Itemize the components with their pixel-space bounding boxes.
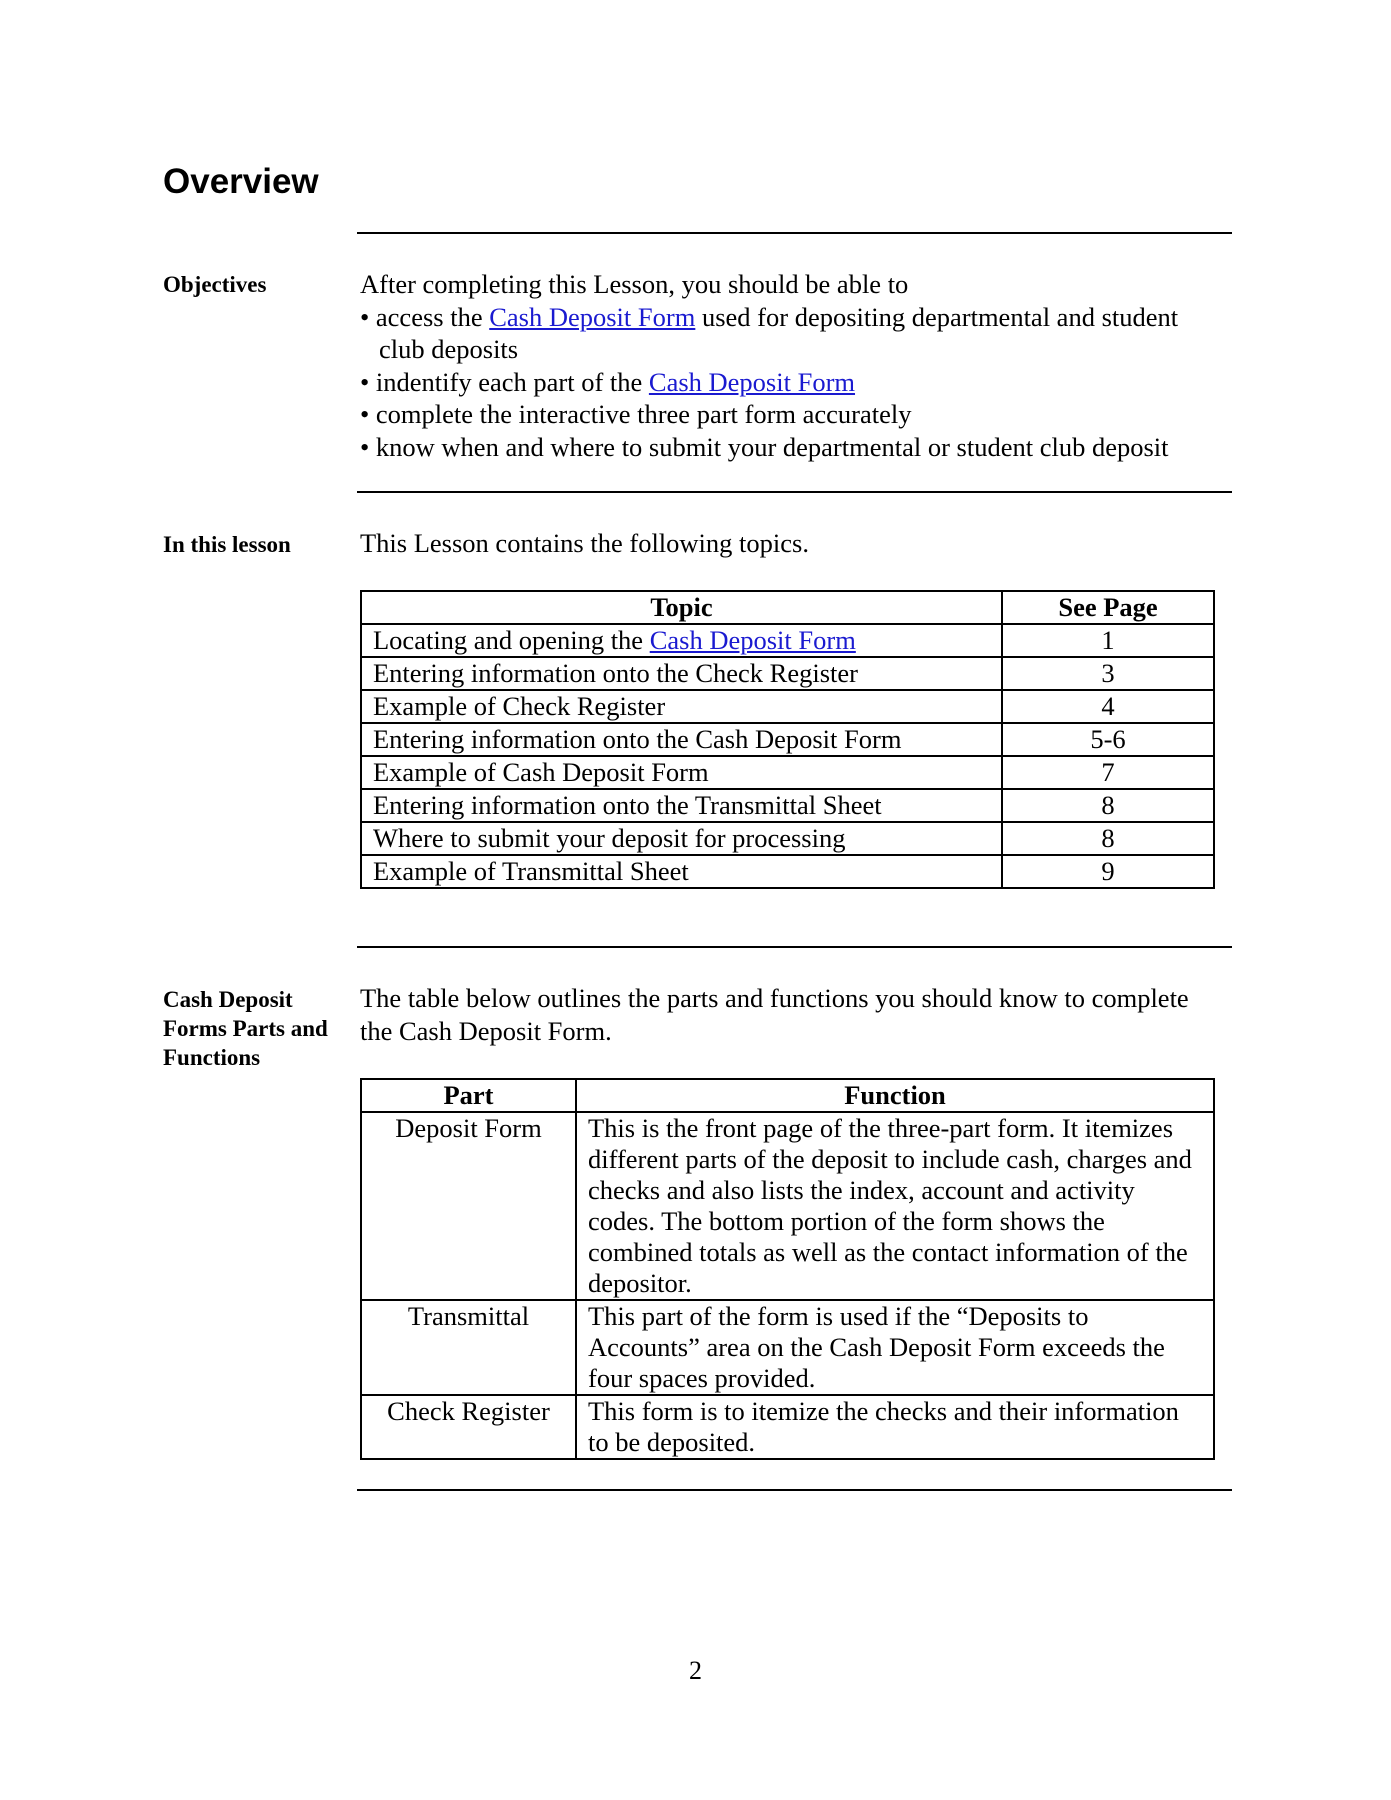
topic-cell: Entering information onto the Check Register [361,657,1002,690]
objective-item: • indentify each part of the Cash Deposit Form [360,366,856,397]
topic-cell: Entering information onto the Transmittal Sheet [361,789,1002,822]
table-header-row [361,591,1214,624]
table-row [361,690,1214,723]
function-cell: This is the front page of the three-part form. It itemizes different parts of the deposit to include cash, charges and checks and also lists the index, account and activity codes. The bottom portion of the form shows the combined totals as well as the contact information of the depositor. [576,1112,1214,1300]
section-divider [357,946,1232,948]
section-divider [357,1489,1232,1491]
table-row [361,657,1214,690]
table-row [361,855,1214,888]
page-cell: 1 [1002,624,1214,657]
topic-cell: Where to submit your deposit for processing [361,822,1002,855]
topics-table [360,590,1215,889]
topic-cell: Example of Check Register [361,690,1002,723]
function-cell: This part of the form is used if the “Deposits to Accounts” area on the Cash Deposit Form exceeds the four spaces provided. [576,1300,1214,1395]
page-cell: 8 [1002,822,1214,855]
lesson-intro: This Lesson contains the following topics. [360,528,809,558]
table-row [361,1112,1214,1300]
section-divider [357,232,1232,234]
objective-item: • know when and where to submit your departmental or student club deposit [360,431,1169,462]
table-row [361,624,1214,657]
bullet-icon: • [360,366,370,397]
bullet-icon: • [360,431,370,462]
part-cell: Deposit Form [361,1112,576,1300]
objectives-label: Objectives [163,272,267,297]
page-cell: 8 [1002,789,1214,822]
page-number: 2 [689,1656,702,1685]
table-row [361,1300,1214,1395]
table-row [361,756,1214,789]
cash-deposit-form-link[interactable]: Cash Deposit Form [649,625,856,655]
topic-cell: Example of Cash Deposit Form [361,756,1002,789]
table-row [361,822,1214,855]
objective-item: • complete the interactive three part form accurately [360,399,912,429]
column-header-part: Part [361,1079,576,1112]
lesson-label: In this lesson [163,532,291,557]
table-header-row [361,1079,1214,1112]
column-header-topic: Topic [361,591,1002,624]
parts-table [360,1078,1215,1460]
objectives-intro: After completing this Lesson, you should be able to [360,269,909,299]
part-cell: Transmittal [361,1300,576,1395]
bullet-icon: • [360,399,370,429]
cash-deposit-form-link[interactable]: Cash Deposit Form [489,301,696,332]
section-divider [357,491,1232,493]
page-cell: 9 [1002,855,1214,888]
table-row [361,723,1214,756]
parts-intro: The table below outlines the parts and functions you should know to complete the Cash Deposit Form. [360,983,1189,1046]
part-cell: Check Register [361,1395,576,1459]
topic-cell: Entering information onto the Cash Deposit Form [361,723,1002,756]
column-header-function: Function [576,1079,1214,1112]
function-cell: This form is to itemize the checks and their information to be deposited. [576,1395,1214,1459]
table-row [361,789,1214,822]
bullet-icon: • [360,301,370,332]
page-cell: 4 [1002,690,1214,723]
page-cell: 7 [1002,756,1214,789]
page-cell: 3 [1002,657,1214,690]
objective-item: • access the Cash Deposit Form used for depositing departmental and student club deposits [360,301,1179,364]
page-cell: 5-6 [1002,723,1214,756]
table-row [361,1395,1214,1459]
column-header-page: See Page [1002,591,1214,624]
topic-cell: Locating and opening the Cash Deposit Form [361,624,1002,657]
page-title: Overview [163,162,319,201]
cash-deposit-form-link[interactable]: Cash Deposit Form [648,366,856,397]
topic-cell: Example of Transmittal Sheet [361,855,1002,888]
parts-label: Cash Deposit Forms Parts and Functions [163,987,328,1070]
objectives-body [360,268,1220,463]
